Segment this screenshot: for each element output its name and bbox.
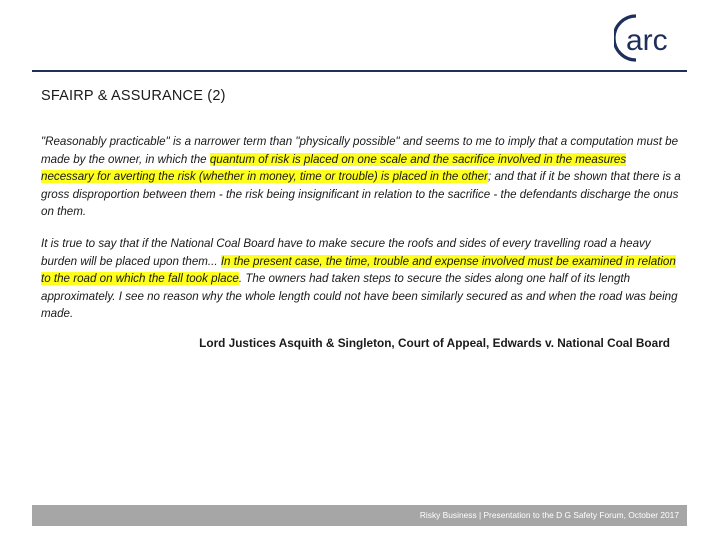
footer-text: Risky Business | Presentation to the D G Safety Forum, October 2017 [419, 510, 679, 520]
quote-paragraph-1 [41, 133, 681, 221]
quote-2-highlight: In the present case, the time, trouble and expense involved must be examined in relation to the road on which the fall took place [41, 254, 676, 286]
logo-text: arc [626, 24, 668, 57]
quote-1-text-start: "Reasonably practicable" is a narrower term than "physically possible" and seems to me to imply that a computation must be made by the owner, in which the [41, 135, 679, 166]
quote-1-text-end: ; and that if it be shown that there is a gross disproportion between them - the risk being insignificant in relation to the sacrifice - the defendants discharge the onus on them. [41, 170, 681, 219]
quote-1-highlight: quantum of risk is placed on one scale and the sacrifice involved in the measures necessary for averting the risk (whether in money, time or trouble) is placed in the other [41, 152, 627, 184]
arc-logo [614, 8, 694, 68]
slide-title: SFAIRP & ASSURANCE (2) [41, 88, 226, 104]
quote-attribution: Lord Justices Asquith & Singleton, Court of Appeal, Edwards v. National Coal Board [199, 336, 670, 350]
footer-bar [32, 505, 687, 526]
quote-2-text-start: It is true to say that if the National Coal Board have to make secure the roofs and sides of every travelling road a heavy burden will be placed upon them... [41, 237, 651, 268]
quote-paragraph-2 [41, 235, 681, 323]
header-rule [32, 70, 687, 72]
quote-2-text-end: . The owners had taken steps to secure the sides along one half of its length approximately. I see no reason why the whole length could not have been similarly secured as and when the road was being made. [41, 272, 678, 321]
